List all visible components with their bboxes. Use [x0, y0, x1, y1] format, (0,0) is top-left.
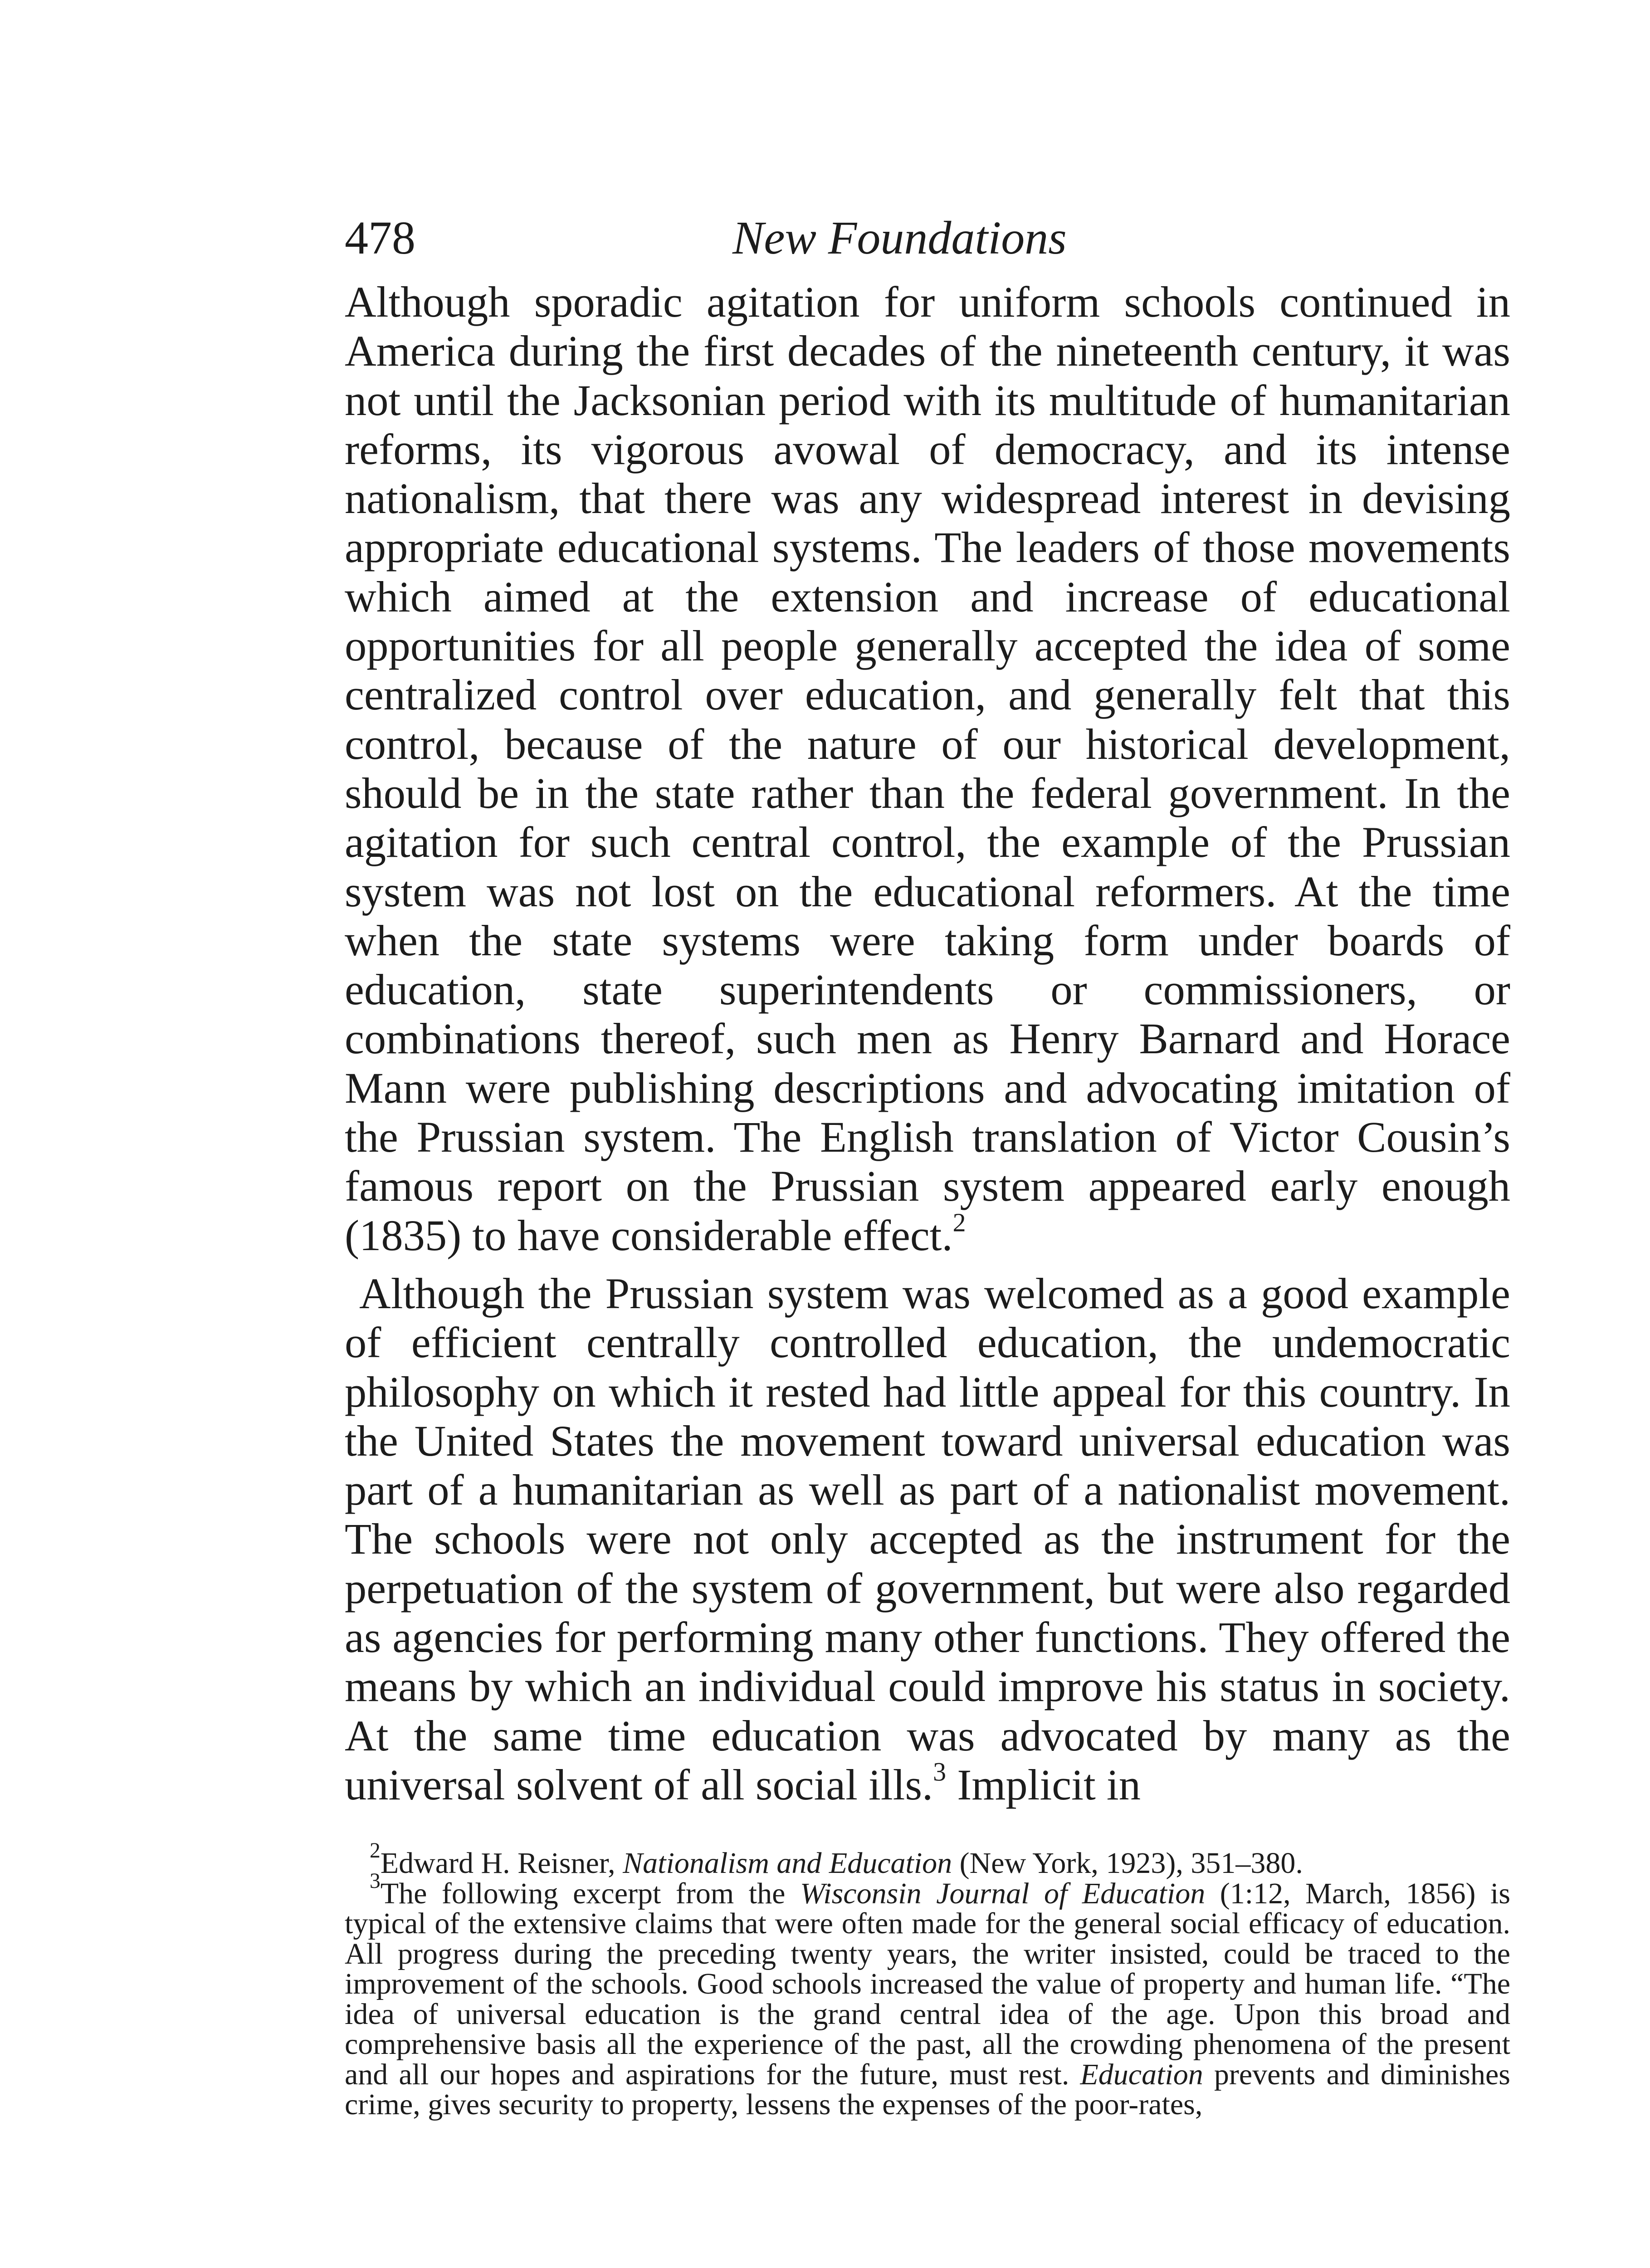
footnotes: [345, 1838, 1511, 2121]
paragraph: [345, 278, 1510, 1260]
footnote-book-title: Nationalism and Education: [623, 1847, 952, 1880]
paragraph-text-tail: Implicit in: [946, 1760, 1141, 1809]
paragraph-text: Although sporadic agitation for uniform schools continued in America during the first decades of the nineteenth century, it was not until the Jacksonian period with its multitude of humanitarian reforms, its vigorous avowal of democracy, and its intense nationalism, that there was any widespread interest in devising appropriate educational systems. The leaders of those movements which aimed at the extension and increase of educational opportunities for all people generally accepted the idea of some centralized control over education, and generally felt that this control, because of the nature of our historical development, should be in the state rather than the federal government. In the agitation for such central control, the example of the Prussian system was not lost on the educational reformers. At the time when the state systems were taking form under boards of education, state superintendents or commissioners, or combinations thereof, such men as Henry Barnard and Horace Mann were publishing descriptions and advocating imitation of the Prussian system. The English translation of Victor Cousin’s famous report on the Prussian system appeared early enough (1835) to have considerable effect.: [345, 278, 1510, 1260]
paragraph-text: Although the Prussian system was welcomed as a good example of efficient centrally controlled education, the undemocratic philosophy on which it rested had little appeal for this country. In the United States the movement toward universal education was part of a humanitarian as well as part of a nationalist movement. The schools were not only accepted as the instrument for the perpetuation of the system of government, but were also regarded as agencies for performing many other functions. They offered the means by which an individual could improve his status in society. At the same time education was advocated by many as the universal solvent of all social ills.: [345, 1269, 1510, 1809]
footnote-mark: 2: [370, 1838, 381, 1862]
page-number: 478: [345, 212, 415, 264]
footnote-reference: 2: [952, 1207, 966, 1237]
paragraph: [345, 1269, 1510, 1809]
footnote-text: (1:12, March, 1856) is typical of the extensive claims that were often made for the general social efficacy of education. All progress during the preceding twenty years, the writer insisted, could be traced to the improvement of the schools. Good schools increased the value of property and human life. “The idea of universal education is the grand central idea of the age. Upon this broad and comprehensive basis all the experience of the past, all the crowding phenomena of the present and all our hopes and aspirations for the future, must rest.: [345, 1877, 1511, 2091]
running-title: New Foundations: [732, 212, 1067, 264]
main-text: [345, 278, 1510, 1809]
footnote-text: prevents and diminishes crime, gives security to property, lessens the expenses of the poor-rates,: [345, 2058, 1510, 2121]
footnote-mark: 3: [370, 1869, 381, 1893]
footnote-emphasis: Education: [1080, 2058, 1203, 2091]
footnote-journal-title: Wisconsin Journal of Education: [800, 1877, 1206, 1910]
footnote-text: (New York, 1923), 351–380.: [952, 1847, 1303, 1880]
footnote-reference: 3: [933, 1757, 947, 1787]
footnote: [345, 1869, 1511, 2121]
running-header: [345, 206, 1510, 270]
footnote: [345, 1838, 1510, 1880]
footnote-text: Edward H. Reisner,: [380, 1847, 623, 1880]
footnote-text: The following excerpt from the: [380, 1877, 800, 1910]
